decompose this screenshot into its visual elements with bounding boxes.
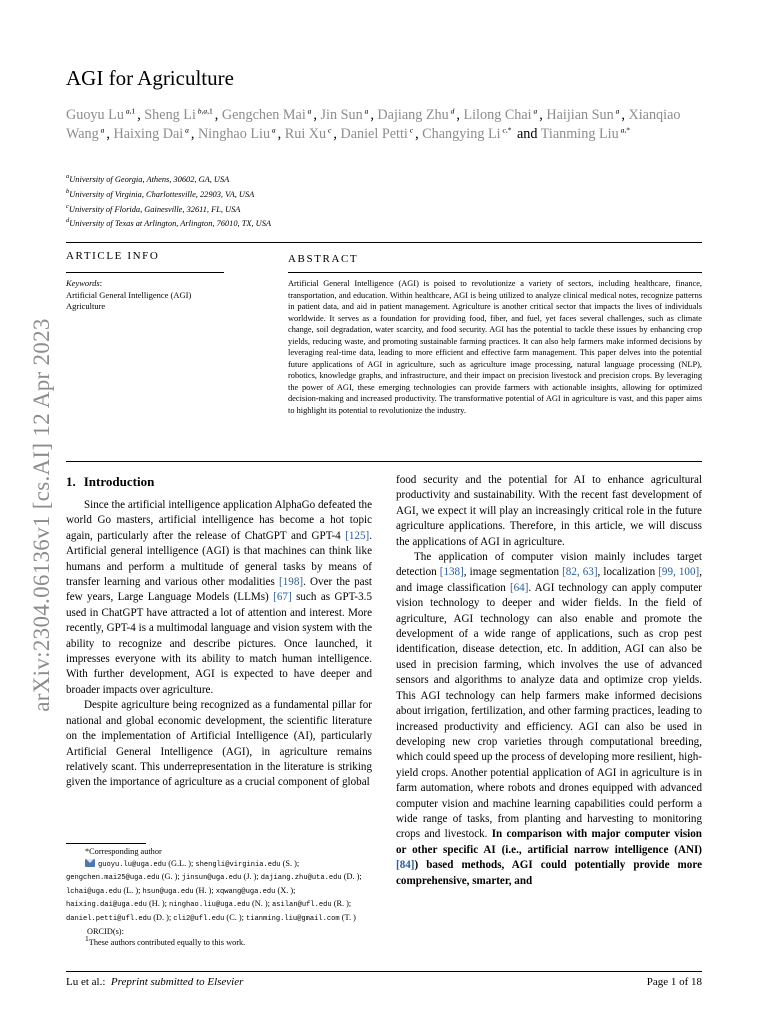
email-link[interactable]: gengchen.mai25@uga.edu xyxy=(66,874,160,883)
equal-contribution-note: 1These authors contributed equally to this work. xyxy=(85,934,246,948)
intro-paragraph-4: The application of computer vision mainly includes target detection [138], image segmentation [82, 63], localization [99, 100], and image classification [64]. AGI technology can apply computer vision technology to deeper and wider fields. In the field of agriculture, AGI technology can also enable and promote the development of a wide range of applications, such as crop pest identification, disease detection, etc. In addition, AGI can also be used in precision farming, which involves the use of advanced sensors and algorithms to analyze data and optimize crop yields. This AGI technology can help farmers make informed decisions about irrigation, fertilization, and other farming practices, leading to increased productivity and efficiency. AGI can also be used in developing new crop varieties through computational breeding, which could speed up the process of developing more resilient, high-yield crops. Another potential application of AGI in agriculture is in farm automation, where robots and drones equipped with advanced computer vision and machine learning capabilities could perform a wide range of tasks, from planting and harvesting to monitoring crops and livestock. In comparison with major computer vision or other specific AI (i.e., artificial narrow intelligence (ANI) [84]) based methods, AGI could potentially provide more comprehensive, smarter, and xyxy=(396,551,702,887)
author-name[interactable]: Rui Xu $^c$ xyxy=(284,125,332,142)
keyword-item: Artificial General Intelligence (AGI) xyxy=(66,289,192,300)
footer-citation xyxy=(66,976,243,988)
article-info-heading: ARTICLE INFO xyxy=(66,250,160,262)
email-owner: (H. ); xyxy=(146,899,170,909)
envelope-icon xyxy=(85,859,95,867)
footer-divider xyxy=(66,971,702,972)
article-info-underline xyxy=(66,272,224,273)
affiliation-item: $^c$University of Florida, Gainesville, 32611, FL, USA xyxy=(66,202,241,214)
footer-journal: Preprint submitted to Elsevier xyxy=(110,976,244,988)
orcid-label: ORCID(s): xyxy=(87,926,124,936)
author-affiliation-marks: d xyxy=(450,106,455,116)
header-divider xyxy=(66,242,702,243)
citation-link[interactable]: [138] xyxy=(439,566,464,579)
author-affiliation-marks: c,* xyxy=(502,125,512,135)
author-affiliation-marks: b,a,1 xyxy=(197,106,213,116)
citation-link[interactable]: [198] xyxy=(279,576,304,589)
email-link[interactable]: asilan@ufl.edu xyxy=(272,901,332,910)
email-owner: (G.L. ); xyxy=(166,858,196,868)
author-name[interactable]: Jin Sun $^a$ xyxy=(320,106,369,123)
intro-paragraph-3: food security and the potential for AI to enhance agricultural productivity and sustainability. With the recent fast development of AGI, we expect it will play an increasingly critical role in the future agriculture applications. Therefore, in this article, we will discuss the applications of AGI in agriculture. xyxy=(396,474,702,548)
author-affiliation-marks: c xyxy=(409,125,414,135)
author-name[interactable]: Ninghao Liu $^a$ xyxy=(197,125,276,142)
author-affiliation-marks: a,* xyxy=(620,125,630,135)
email-link[interactable]: tianming.liu@gmail.com xyxy=(246,914,340,923)
keywords-label: Keywords xyxy=(66,278,100,288)
email-owner: (S. ); xyxy=(280,858,300,868)
page-number: Page 1 of 18 xyxy=(646,976,702,988)
intro-paragraph-2: Despite agriculture being recognized as a fundamental pillar for national and global economic development, the scientific literature on the implementation of Artificial Intelligence (AI), particularly Artificial General Intelligence (AGI), in agriculture remains relatively scant. This underrepresentation in the literature is striking given the importance of agriculture as a crucial component of global xyxy=(66,699,372,789)
citation-link[interactable]: [82, 63] xyxy=(562,566,598,579)
email-owner: (J. ); xyxy=(241,872,261,882)
author-name[interactable]: Guoyu Lu $^{a,1}$ xyxy=(66,106,136,123)
email-owner: (T. ) xyxy=(339,912,356,922)
author-affiliation-marks: c xyxy=(328,125,332,135)
right-column xyxy=(396,473,702,889)
email-link[interactable]: cli2@ufl.edu xyxy=(173,914,225,923)
bold-emphasis: In comparison with major computer vision or other specific AI (i.e., artificial narrow intelligence (ANI) [84]) based methods, AGI could potentially provide more comprehensive, smarter, and xyxy=(396,828,702,887)
author-name[interactable]: Gengchen Mai $^a$ xyxy=(221,106,312,123)
author-affiliation-marks: a xyxy=(307,106,312,116)
email-owner: (D. ); xyxy=(151,912,174,922)
email-link[interactable]: shengli@virginia.edu xyxy=(195,860,281,869)
author-affiliation-marks: a xyxy=(100,125,105,135)
affiliation-item: $^a$University of Georgia, Athens, 30602, GA, USA xyxy=(66,173,230,184)
author-name[interactable]: Lilong Chai $^a$ xyxy=(463,106,538,123)
citation-link[interactable]: [99, 100] xyxy=(658,566,700,579)
email-link[interactable]: ninghao.liu@uga.edu xyxy=(169,901,250,910)
email-owner: (L. ); xyxy=(121,885,143,895)
citation-link[interactable]: [64] xyxy=(509,581,529,594)
section-heading-introduction xyxy=(66,474,154,490)
section-title: Introduction xyxy=(83,474,155,489)
email-owner: (C. ); xyxy=(224,912,247,922)
citation-link[interactable]: [84] xyxy=(396,859,415,872)
keywords-block: Keywords: Artificial General Intelligence (AGI) Agriculture xyxy=(66,278,236,313)
author-name[interactable]: Xianqiao Wang $^a$ xyxy=(66,107,681,142)
keyword-item: Agriculture xyxy=(66,301,106,311)
left-column xyxy=(66,498,372,791)
intro-paragraph-1: Since the artificial intelligence application AlphaGo defeated the world Go masters, artificial intelligence has become a hot topic again, particularly after the release of ChatGPT and GPT-4 [125]. Artificial general intelligence (AGI) is that machines can think like humans and perform a multitude of general tasks by means of transfer learning and various other modalities [198]. Over the past few years, Large Language Models (LLMs) [67] such as GPT-3.5 used in ChatGPT have attracted a lot of attention and interest. More recently, GPT-4 is a multimodal language and vision system with the ability to recognize and describe pictures. Once launched, it impresses everyone with its ability to match human intelligence. With further development, AGI is expected to have deeper and broader impacts over agriculture. xyxy=(66,499,372,696)
email-link[interactable]: guoyu.lu@uga.edu xyxy=(98,860,167,869)
section-number: 1. xyxy=(66,474,76,489)
affiliation-item: $^b$University of Virginia, Charlottesville, 22903, VA, USA xyxy=(66,188,255,199)
abstract-text: Artificial General Intelligence (AGI) is poised to revolutionize a variety of sectors, including healthcare, finance, transportation, and education. Within healthcare, AGI is being utilized to analyze clinical medical notes, recognize patterns in patient data, and aid in patient management. Agriculture is another critical sector that impacts the lives of individuals worldwide. It serves as a foundation for providing food, fiber, and fuel, yet faces several challenges, such as climate change, soil degradation, water scarcity, and food security. AGI has the potential to tackle these issues by enhancing crop yields, reducing waste, and promoting sustainable farming practices. It can also help farmers make informed decisions by leveraging real-time data, leading to more efficient and effective farm management. This paper delves into the potential future applications of AGI in agriculture, such as agriculture image processing, natural language processing (NLP), robotics, knowledge graphs, and infrastructure, and their impact on precision livestock and precision crops. By leveraging the power of AGI, these emerging technologies can provide farmers with actionable insights, allowing for optimized decision-making and increased productivity. The transformative potential of AGI in agriculture is vast, and this paper aims to highlight its potential to revolutionize the industry. xyxy=(288,279,702,415)
author-affiliation-marks: a,1 xyxy=(125,106,136,116)
citation-link[interactable]: [67] xyxy=(273,591,292,604)
email-link[interactable]: lchai@uga.edu xyxy=(66,887,122,896)
email-link[interactable]: dajiang.zhu@uta.edu xyxy=(260,874,342,883)
affiliation-item: $^d$University of Texas at Arlington, Arlington, 76010, TX, USA xyxy=(66,217,272,229)
email-owner: (G. ); xyxy=(159,872,182,882)
email-link[interactable]: hsun@uga.edu xyxy=(142,887,194,896)
author-conjunction: and xyxy=(516,126,541,142)
author-name[interactable]: Haixing Dai $^a$ xyxy=(113,125,189,142)
author-name[interactable]: Daniel Petti $^c$ xyxy=(340,125,414,142)
email-owner: (H. ); xyxy=(193,885,216,895)
affiliation-list xyxy=(66,173,706,232)
abstract-heading: ABSTRACT xyxy=(288,253,359,265)
author-name[interactable]: Dajiang Zhu $^d$ xyxy=(377,106,455,123)
author-affiliation-marks: a xyxy=(271,125,276,135)
email-link[interactable]: daniel.petti@ufl.edu xyxy=(66,914,152,923)
author-affiliation-marks: a xyxy=(185,125,189,135)
author-affiliation-marks: a xyxy=(615,106,620,116)
author-name[interactable]: Sheng Li $^{b,a,1}$ xyxy=(144,106,213,123)
email-link[interactable]: xqwang@uga.edu xyxy=(215,887,276,896)
author-affiliation-marks: a xyxy=(533,106,538,116)
email-link[interactable]: haixing.dai@uga.edu xyxy=(66,901,147,910)
abstract-divider xyxy=(66,461,702,462)
arxiv-identifier-stamp: arXiv:2304.06136v1 [cs.AI] 12 Apr 2023 xyxy=(29,318,54,712)
author-name[interactable]: Tianming Liu $^{a,*}$ xyxy=(540,125,630,142)
paper-title: AGI for Agriculture xyxy=(66,66,234,90)
email-owner: (R. ); xyxy=(331,899,352,909)
footnote-divider xyxy=(66,843,146,844)
author-affiliation-marks: a xyxy=(364,106,369,116)
author-list: Guoyu Lu $^{a,1}$ , Sheng Li $^{b,a,1}$ , Gengchen Mai $^a$ , Jin Sun $^a$ , Dajiang Zhu $^d$ , Lilong Chai $^a$ , Haijian Sun $^a$ , Xianqiao Wang $^a$ , Haixing Dai $^a$ , Ninghao Liu $^a$ , Rui Xu $^c$ , Daniel Petti $^c$ , Changying Li $^{c,*}$ and Tianming Liu $^{a,*}$ xyxy=(66,106,681,142)
abstract-underline xyxy=(288,272,702,273)
email-owner: (N. ); xyxy=(249,899,273,909)
email-link[interactable]: jinsun@uga.edu xyxy=(181,874,242,883)
footer-authors: Lu et al.: xyxy=(66,976,106,988)
footnotes xyxy=(66,846,374,949)
author-name[interactable]: Changying Li $^{c,*}$ xyxy=(422,125,512,142)
citation-link[interactable]: [125] xyxy=(345,529,370,542)
corresponding-author-note: *Corresponding author xyxy=(85,847,162,856)
author-name[interactable]: Haijian Sun $^a$ xyxy=(546,106,620,123)
email-owner: (X. ); xyxy=(275,885,296,895)
email-list xyxy=(66,858,374,926)
keywords-list xyxy=(66,290,236,313)
email-owner: (D. ); xyxy=(341,872,362,882)
